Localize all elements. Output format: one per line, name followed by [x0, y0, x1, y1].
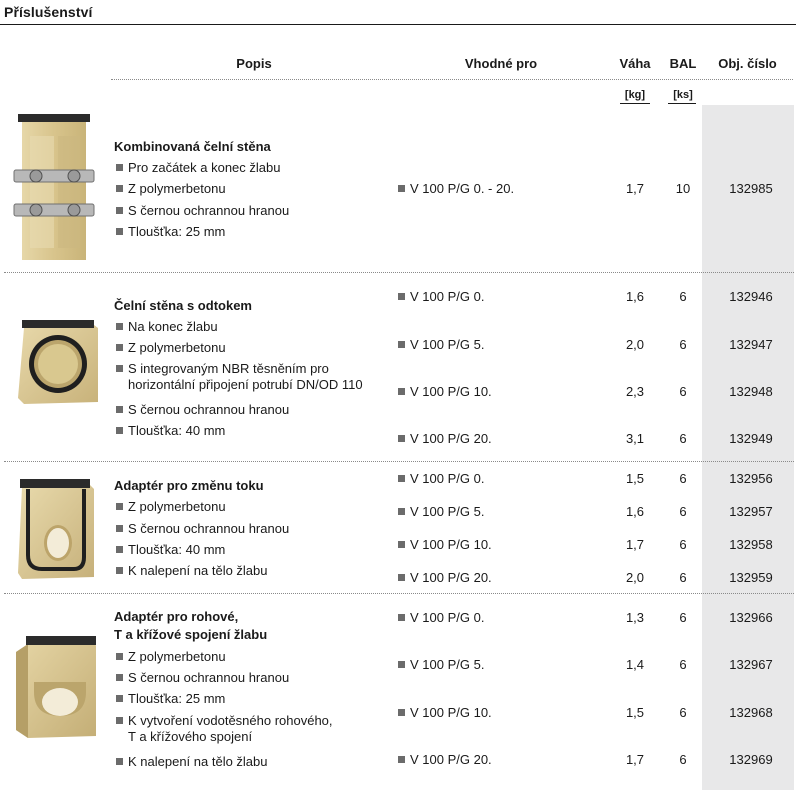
fit-cell: V 100 P/G 5.	[398, 657, 484, 672]
product-feature: Tloušťka: 25 mm	[116, 691, 225, 707]
product-title: Kombinovaná čelní stěna	[114, 139, 271, 154]
weight-cell: 1,7	[625, 537, 645, 552]
product-title: Čelní stěna s odtokem	[114, 298, 252, 313]
weight-cell: 1,7	[625, 181, 645, 196]
header-popis: Popis	[236, 56, 272, 71]
bullet-square-icon	[116, 406, 123, 413]
header-vaha: Váha	[619, 56, 651, 71]
product-feature: Tloušťka: 25 mm	[116, 224, 225, 240]
header-vhodne-pro: Vhodné pro	[464, 56, 538, 71]
fit-cell: V 100 P/G 10.	[398, 705, 492, 720]
corner-tee-cross-adapter-image	[14, 632, 98, 742]
weight-cell: 1,6	[625, 289, 645, 304]
weight-cell: 2,3	[625, 384, 645, 399]
fit-cell: V 100 P/G 0.	[398, 471, 484, 486]
bullet-square-icon	[116, 427, 123, 434]
bullet-square-icon	[398, 574, 405, 581]
end-wall-with-outlet-image	[14, 318, 100, 406]
bullet-square-icon	[116, 674, 123, 681]
weight-cell: 3,1	[625, 431, 645, 446]
pack-cell: 6	[679, 337, 687, 352]
weight-cell: 1,7	[625, 752, 645, 767]
product-feature: K nalepení na tělo žlabu	[116, 563, 268, 579]
weight-cell: 2,0	[625, 570, 645, 585]
unit-vaha: [kg]	[624, 89, 646, 101]
order-number-cell: 132969	[729, 752, 773, 767]
pack-cell: 6	[679, 537, 687, 552]
bullet-square-icon	[116, 365, 123, 372]
order-number-cell: 132946	[729, 289, 773, 304]
section-title: Příslušenství	[4, 4, 93, 20]
bullet-square-icon	[398, 709, 405, 716]
bullet-square-icon	[398, 388, 405, 395]
bullet-square-icon	[398, 341, 405, 348]
product-feature: K vytvoření vodotěsného rohového, T a křížového spojení	[116, 713, 333, 745]
product-separator	[4, 593, 794, 594]
fit-cell: V 100 P/G 0.	[398, 610, 484, 625]
unit-vaha-rule	[620, 103, 650, 104]
bullet-square-icon	[116, 503, 123, 510]
bullet-square-icon	[116, 185, 123, 192]
fit-cell: V 100 P/G 0.	[398, 289, 484, 304]
pack-cell: 6	[679, 705, 687, 720]
fit-cell: V 100 P/G 0. - 20.	[398, 181, 514, 196]
bullet-square-icon	[398, 661, 405, 668]
bullet-square-icon	[116, 653, 123, 660]
order-number-cell: 132957	[729, 504, 773, 519]
combined-end-wall-image	[12, 112, 96, 266]
pack-cell: 6	[679, 504, 687, 519]
order-number-cell: 132968	[729, 705, 773, 720]
pack-cell: 6	[679, 471, 687, 486]
header-divider	[111, 79, 793, 80]
unit-bal-rule	[668, 103, 696, 104]
product-title: Adaptér pro rohové,	[114, 609, 239, 624]
bullet-square-icon	[116, 323, 123, 330]
obj-column-background	[702, 105, 794, 790]
bullet-square-icon	[116, 717, 123, 724]
bullet-square-icon	[116, 758, 123, 765]
pack-cell: 6	[679, 570, 687, 585]
order-number-cell: 132948	[729, 384, 773, 399]
pack-cell: 6	[679, 384, 687, 399]
fit-cell: V 100 P/G 20.	[398, 752, 492, 767]
order-number-cell: 132967	[729, 657, 773, 672]
bullet-square-icon	[398, 185, 405, 192]
product-feature: Tloušťka: 40 mm	[116, 423, 225, 439]
product-feature: Tloušťka: 40 mm	[116, 542, 225, 558]
pack-cell: 6	[679, 289, 687, 304]
fit-cell: V 100 P/G 20.	[398, 431, 492, 446]
unit-bal: [ks]	[673, 89, 693, 101]
order-number-cell: 132949	[729, 431, 773, 446]
bullet-square-icon	[398, 293, 405, 300]
order-number-cell: 132956	[729, 471, 773, 486]
bullet-square-icon	[116, 567, 123, 574]
product-feature: Z polymerbetonu	[116, 340, 226, 356]
fit-cell: V 100 P/G 20.	[398, 570, 492, 585]
product-feature: S černou ochrannou hranou	[116, 670, 289, 686]
weight-cell: 1,4	[625, 657, 645, 672]
order-number-cell: 132947	[729, 337, 773, 352]
product-feature: Z polymerbetonu	[116, 181, 226, 197]
pack-cell: 6	[679, 431, 687, 446]
header-bal: BAL	[669, 56, 697, 71]
product-feature: Z polymerbetonu	[116, 649, 226, 665]
pack-cell: 6	[679, 752, 687, 767]
weight-cell: 1,5	[625, 705, 645, 720]
bullet-square-icon	[116, 228, 123, 235]
product-feature: Pro začátek a konec žlabu	[116, 160, 280, 176]
bullet-square-icon	[398, 435, 405, 442]
product-feature: S integrovaným NBR těsněním pro horizontální připojení potrubí DN/OD 110	[116, 361, 363, 393]
header-obj-cislo: Obj. číslo	[718, 56, 777, 71]
weight-cell: 1,6	[625, 504, 645, 519]
flow-change-adapter-image	[14, 477, 96, 581]
fit-cell: V 100 P/G 5.	[398, 337, 484, 352]
bullet-square-icon	[116, 344, 123, 351]
fit-cell: V 100 P/G 10.	[398, 384, 492, 399]
bullet-square-icon	[398, 475, 405, 482]
bullet-square-icon	[398, 541, 405, 548]
bullet-square-icon	[116, 546, 123, 553]
product-feature: S černou ochrannou hranou	[116, 521, 289, 537]
bullet-square-icon	[398, 508, 405, 515]
product-separator	[4, 461, 794, 462]
fit-cell: V 100 P/G 5.	[398, 504, 484, 519]
product-feature: S černou ochrannou hranou	[116, 203, 289, 219]
weight-cell: 1,3	[625, 610, 645, 625]
bullet-square-icon	[116, 695, 123, 702]
bullet-square-icon	[116, 525, 123, 532]
product-separator	[4, 272, 794, 273]
bullet-square-icon	[116, 164, 123, 171]
product-feature: K nalepení na tělo žlabu	[116, 754, 268, 770]
product-feature: Z polymerbetonu	[116, 499, 226, 515]
product-title: Adaptér pro změnu toku	[114, 478, 264, 493]
bullet-square-icon	[398, 756, 405, 763]
title-divider	[0, 24, 796, 25]
order-number-cell: 132959	[729, 570, 773, 585]
product-title: T a křížové spojení žlabu	[114, 627, 268, 642]
order-number-cell: 132966	[729, 610, 773, 625]
bullet-square-icon	[398, 614, 405, 621]
pack-cell: 6	[679, 657, 687, 672]
weight-cell: 2,0	[625, 337, 645, 352]
order-number-cell: 132985	[729, 181, 773, 196]
order-number-cell: 132958	[729, 537, 773, 552]
product-feature: Na konec žlabu	[116, 319, 218, 335]
fit-cell: V 100 P/G 10.	[398, 537, 492, 552]
product-feature: S černou ochrannou hranou	[116, 402, 289, 418]
weight-cell: 1,5	[625, 471, 645, 486]
pack-cell: 10	[675, 181, 691, 196]
pack-cell: 6	[679, 610, 687, 625]
bullet-square-icon	[116, 207, 123, 214]
